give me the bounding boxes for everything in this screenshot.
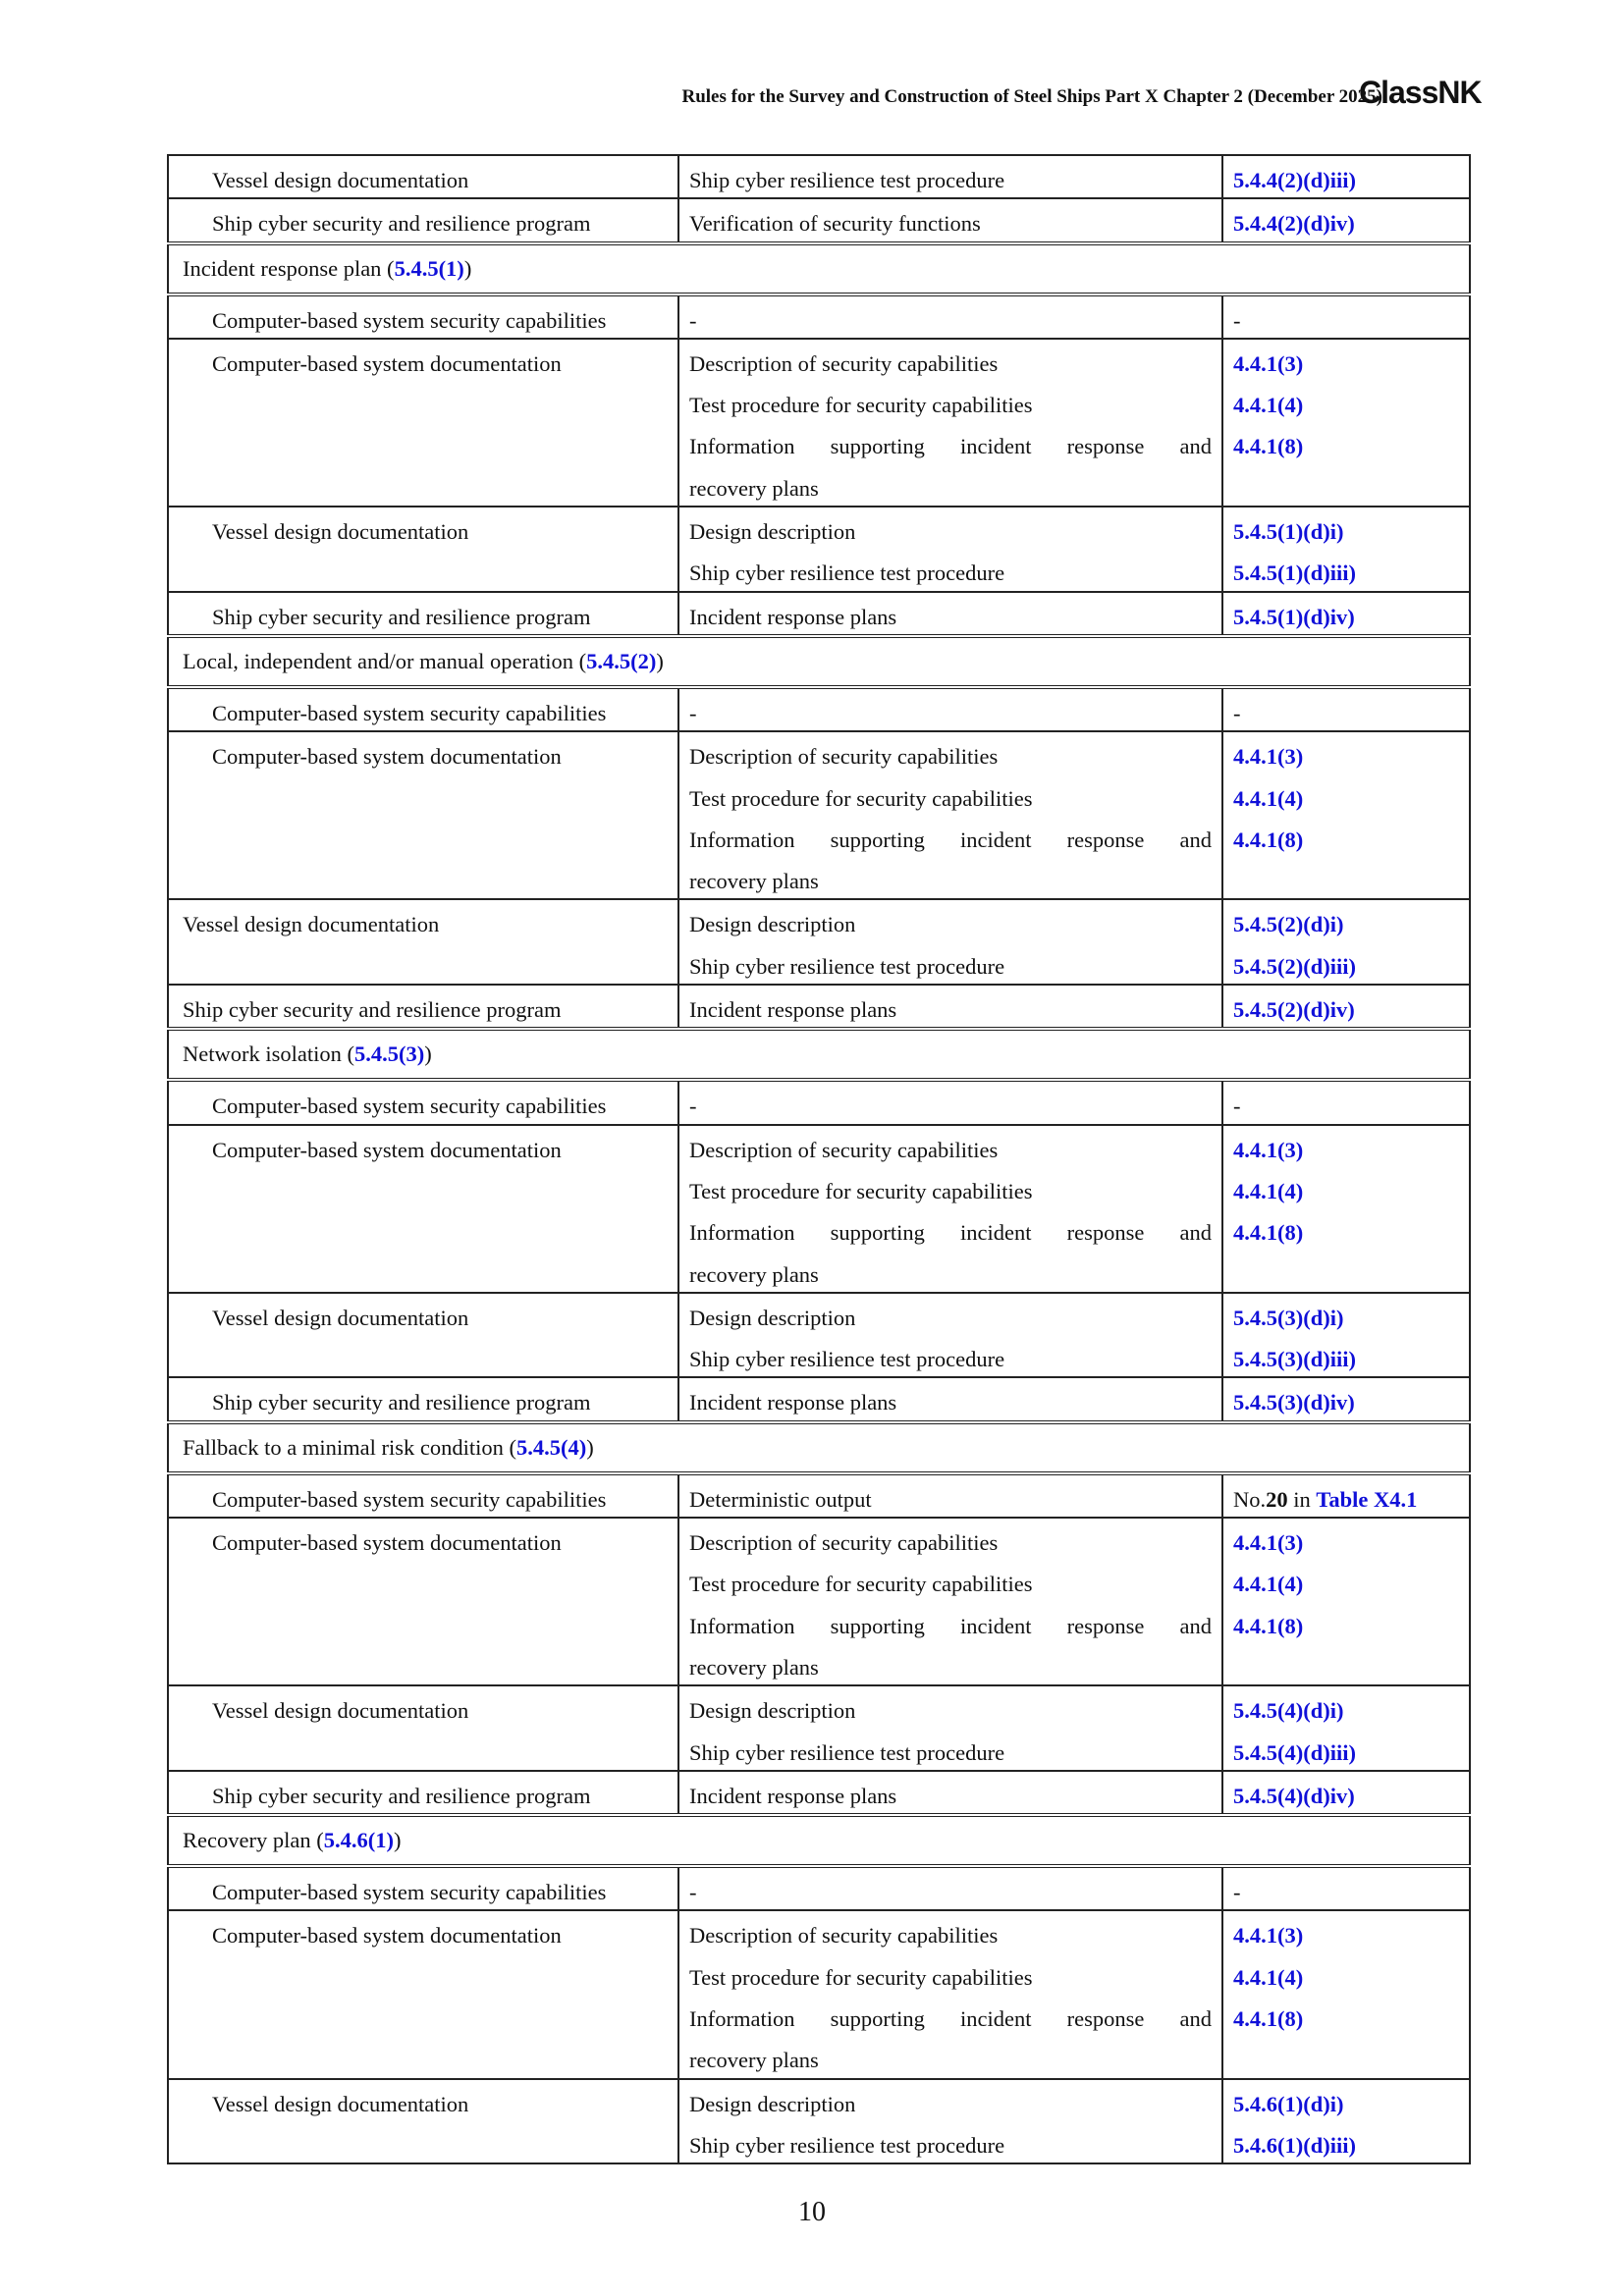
item-content: Test procedure for security capabilities (689, 1964, 1033, 1990)
classnk-logo (1359, 75, 1482, 111)
item-name: Computer-based system documentation (212, 1137, 562, 1162)
section-title: Fallback to a minimal risk condition ( (183, 1434, 516, 1460)
item-content: Design description (689, 519, 856, 545)
ref-dash: - (1233, 700, 1241, 725)
item-content: Incident response plans (689, 1783, 897, 1808)
item-content: Ship cyber resilience test procedure (689, 1347, 1005, 1372)
ref-link[interactable]: 5.4.5(3)(d)iii) (1233, 1347, 1356, 1372)
table-row (168, 1080, 1470, 1124)
section-header-row (168, 1815, 1470, 1866)
section-paren: ) (586, 1434, 594, 1460)
ref-prefix: No. (1233, 1486, 1267, 1512)
ref-link[interactable]: 4.4.1(4) (1233, 1964, 1304, 1990)
ref-link[interactable]: 5.4.5(1)(d)iv) (1233, 604, 1355, 629)
item-name: Vessel design documentation (212, 2091, 469, 2116)
table-row (168, 1771, 1470, 1815)
table-row (168, 985, 1470, 1029)
table-row (168, 155, 1470, 198)
section-header-row (168, 1422, 1470, 1473)
item-content: Incident response plans (689, 604, 897, 629)
ref-link[interactable]: 4.4.1(4) (1233, 1178, 1304, 1203)
ref-link[interactable]: 4.4.1(8) (1233, 434, 1304, 459)
table-row (168, 1518, 1470, 1685)
item-name: Vessel design documentation (212, 1305, 469, 1330)
section-header-row (168, 243, 1470, 294)
ref-link[interactable]: 4.4.1(4) (1233, 785, 1304, 811)
table-ref-link[interactable]: Table X4.1 (1316, 1486, 1418, 1512)
ref-link[interactable]: 5.4.4(2)(d)iv) (1233, 211, 1355, 237)
ref-link[interactable]: 5.4.5(1)(d)iii) (1233, 561, 1356, 586)
ref-link[interactable]: 4.4.1(4) (1233, 393, 1304, 418)
item-content: - (689, 1880, 697, 1905)
table-row (168, 687, 1470, 731)
section-ref-link[interactable]: 5.4.6(1) (323, 1828, 394, 1853)
section-title: Incident response plan ( (183, 255, 395, 281)
table-row (168, 507, 1470, 592)
item-name: Computer-based system security capabilities (212, 700, 607, 725)
ref-dash: - (1233, 1094, 1241, 1119)
item-content: Description of security capabilities (689, 350, 999, 376)
item-content: Test procedure for security capabilities (689, 393, 1033, 418)
table-row (168, 339, 1470, 507)
item-content: Information supporting incident response and (689, 434, 1212, 459)
item-content: Information supporting incident response and (689, 1613, 1212, 1638)
ref-link[interactable]: 5.4.4(2)(d)iii) (1233, 168, 1356, 192)
section-ref-link[interactable]: 5.4.5(2) (586, 648, 657, 673)
item-content: Ship cyber resilience test procedure (689, 561, 1005, 586)
item-content: Test procedure for security capabilities (689, 1572, 1033, 1597)
item-content: Ship cyber resilience test procedure (689, 953, 1005, 979)
ref-link[interactable]: 4.4.1(4) (1233, 1572, 1304, 1597)
ref-link[interactable]: 4.4.1(8) (1233, 1220, 1304, 1246)
section-header-row (168, 1029, 1470, 1080)
item-name: Computer-based system security capabilities (212, 1486, 607, 1512)
item-name: Computer-based system security capabilities (212, 1880, 607, 1905)
item-content: recovery plans (689, 1654, 819, 1680)
section-paren: ) (393, 1828, 402, 1853)
ref-link[interactable]: 4.4.1(3) (1233, 1137, 1304, 1162)
item-content: recovery plans (689, 869, 819, 894)
ref-number: 20 (1266, 1486, 1288, 1512)
header-title: Rules for the Survey and Construction of Steel Ships Part X Chapter 2 (December 2025) (681, 86, 1382, 107)
item-content: Test procedure for security capabilities (689, 785, 1033, 811)
ref-link[interactable]: 4.4.1(8) (1233, 1613, 1304, 1638)
ref-link[interactable]: 4.4.1(8) (1233, 2005, 1304, 2031)
item-content: Information supporting incident response and (689, 1220, 1212, 1246)
item-content: recovery plans (689, 2048, 819, 2073)
item-name: Computer-based system security capabilities (212, 1094, 607, 1119)
table-row (168, 1377, 1470, 1421)
item-name: Ship cyber security and resilience program (212, 1783, 591, 1808)
ref-link[interactable]: 5.4.5(4)(d)i) (1233, 1698, 1344, 1724)
ref-link[interactable]: 5.4.5(1)(d)i) (1233, 519, 1344, 545)
ref-link[interactable]: 4.4.1(8) (1233, 827, 1304, 852)
table-row (168, 1125, 1470, 1293)
section-title: Recovery plan ( (183, 1828, 324, 1853)
section-paren: ) (463, 255, 472, 281)
ref-link[interactable]: 5.4.5(4)(d)iii) (1233, 1739, 1356, 1765)
item-content: recovery plans (689, 475, 819, 501)
item-name: Vessel design documentation (183, 912, 440, 937)
section-ref-link[interactable]: 5.4.5(3) (353, 1041, 425, 1067)
ref-link[interactable]: 5.4.5(3)(d)iv) (1233, 1390, 1355, 1415)
ref-link[interactable]: 5.4.5(4)(d)iv) (1233, 1783, 1355, 1808)
ref-mid: in (1287, 1486, 1317, 1512)
item-content: Test procedure for security capabilities (689, 1178, 1033, 1203)
item-content: Deterministic output (689, 1486, 872, 1512)
ref-link[interactable]: 5.4.5(2)(d)i) (1233, 912, 1344, 937)
item-content: - (689, 700, 697, 725)
section-paren: ) (424, 1041, 432, 1067)
section-ref-link[interactable]: 5.4.5(1) (394, 255, 464, 281)
table-row (168, 731, 1470, 899)
item-content: Description of security capabilities (689, 1923, 999, 1949)
table-row (168, 294, 1470, 339)
item-name: Vessel design documentation (212, 1698, 469, 1724)
table-row (168, 1866, 1470, 1910)
table-row (168, 1910, 1470, 2078)
section-paren: ) (656, 648, 664, 673)
item-content: Ship cyber resilience test procedure (689, 2132, 1005, 2158)
page-number: 10 (798, 2197, 826, 2227)
table-row (168, 592, 1470, 636)
section-title: Network isolation ( (183, 1041, 354, 1067)
item-name: Vessel design documentation (212, 519, 469, 545)
item-content: Description of security capabilities (689, 1137, 999, 1162)
item-content: Incident response plans (689, 1390, 897, 1415)
ref-link[interactable]: 4.4.1(3) (1233, 350, 1304, 376)
item-content: Design description (689, 2091, 856, 2116)
item-content: Ship cyber resilience test procedure (689, 168, 1005, 192)
item-name: Ship cyber security and resilience program (183, 997, 562, 1023)
item-name: Computer-based system documentation (212, 1923, 562, 1949)
ref-link[interactable]: 4.4.1(3) (1233, 1530, 1304, 1556)
logo-text: ClassNK (1359, 75, 1482, 110)
ref-link[interactable]: 5.4.5(3)(d)i) (1233, 1305, 1344, 1330)
item-name: Ship cyber security and resilience program (212, 604, 591, 629)
section-ref-link[interactable]: 5.4.5(4) (515, 1434, 587, 1460)
item-content: Incident response plans (689, 997, 897, 1023)
item-content: - (689, 307, 697, 333)
ref-link[interactable]: 4.4.1(3) (1233, 1923, 1304, 1949)
item-name: Vessel design documentation (212, 168, 469, 192)
ref-link[interactable]: 4.4.1(3) (1233, 744, 1304, 770)
ref-dash: - (1233, 307, 1241, 333)
table-row (168, 2079, 1470, 2164)
item-name: Computer-based system documentation (212, 1530, 562, 1556)
table-row (168, 1293, 1470, 1378)
item-content: Design description (689, 912, 856, 937)
item-content: Description of security capabilities (689, 1530, 999, 1556)
item-name: Ship cyber security and resilience program (212, 211, 591, 237)
ref-link[interactable]: 5.4.6(1)(d)i) (1233, 2091, 1344, 2116)
item-content: Description of security capabilities (689, 744, 999, 770)
item-content: recovery plans (689, 1261, 819, 1287)
table-row (168, 1685, 1470, 1771)
item-content: Design description (689, 1698, 856, 1724)
item-name: Ship cyber security and resilience program (212, 1390, 591, 1415)
item-content: Verification of security functions (689, 211, 981, 237)
table-row (168, 198, 1470, 242)
section-title: Local, independent and/or manual operation ( (183, 648, 587, 673)
item-content: Information supporting incident response and (689, 827, 1212, 852)
ref-link[interactable]: 5.4.6(1)(d)iii) (1233, 2132, 1356, 2158)
item-name: Computer-based system documentation (212, 744, 562, 770)
item-content: Design description (689, 1305, 856, 1330)
table-row (168, 899, 1470, 985)
section-header-row (168, 636, 1470, 687)
ref-dash: - (1233, 1880, 1241, 1905)
item-content: Information supporting incident response and (689, 2005, 1212, 2031)
requirements-table (167, 154, 1471, 2164)
item-name: Computer-based system security capabilities (212, 307, 607, 333)
item-content: Ship cyber resilience test procedure (689, 1739, 1005, 1765)
item-content: - (689, 1094, 697, 1119)
table-reference (1233, 1475, 1459, 1517)
table-row (168, 1473, 1470, 1518)
ref-link[interactable]: 5.4.5(2)(d)iv) (1233, 997, 1355, 1023)
item-name: Computer-based system documentation (212, 350, 562, 376)
ref-link[interactable]: 5.4.5(2)(d)iii) (1233, 953, 1356, 979)
